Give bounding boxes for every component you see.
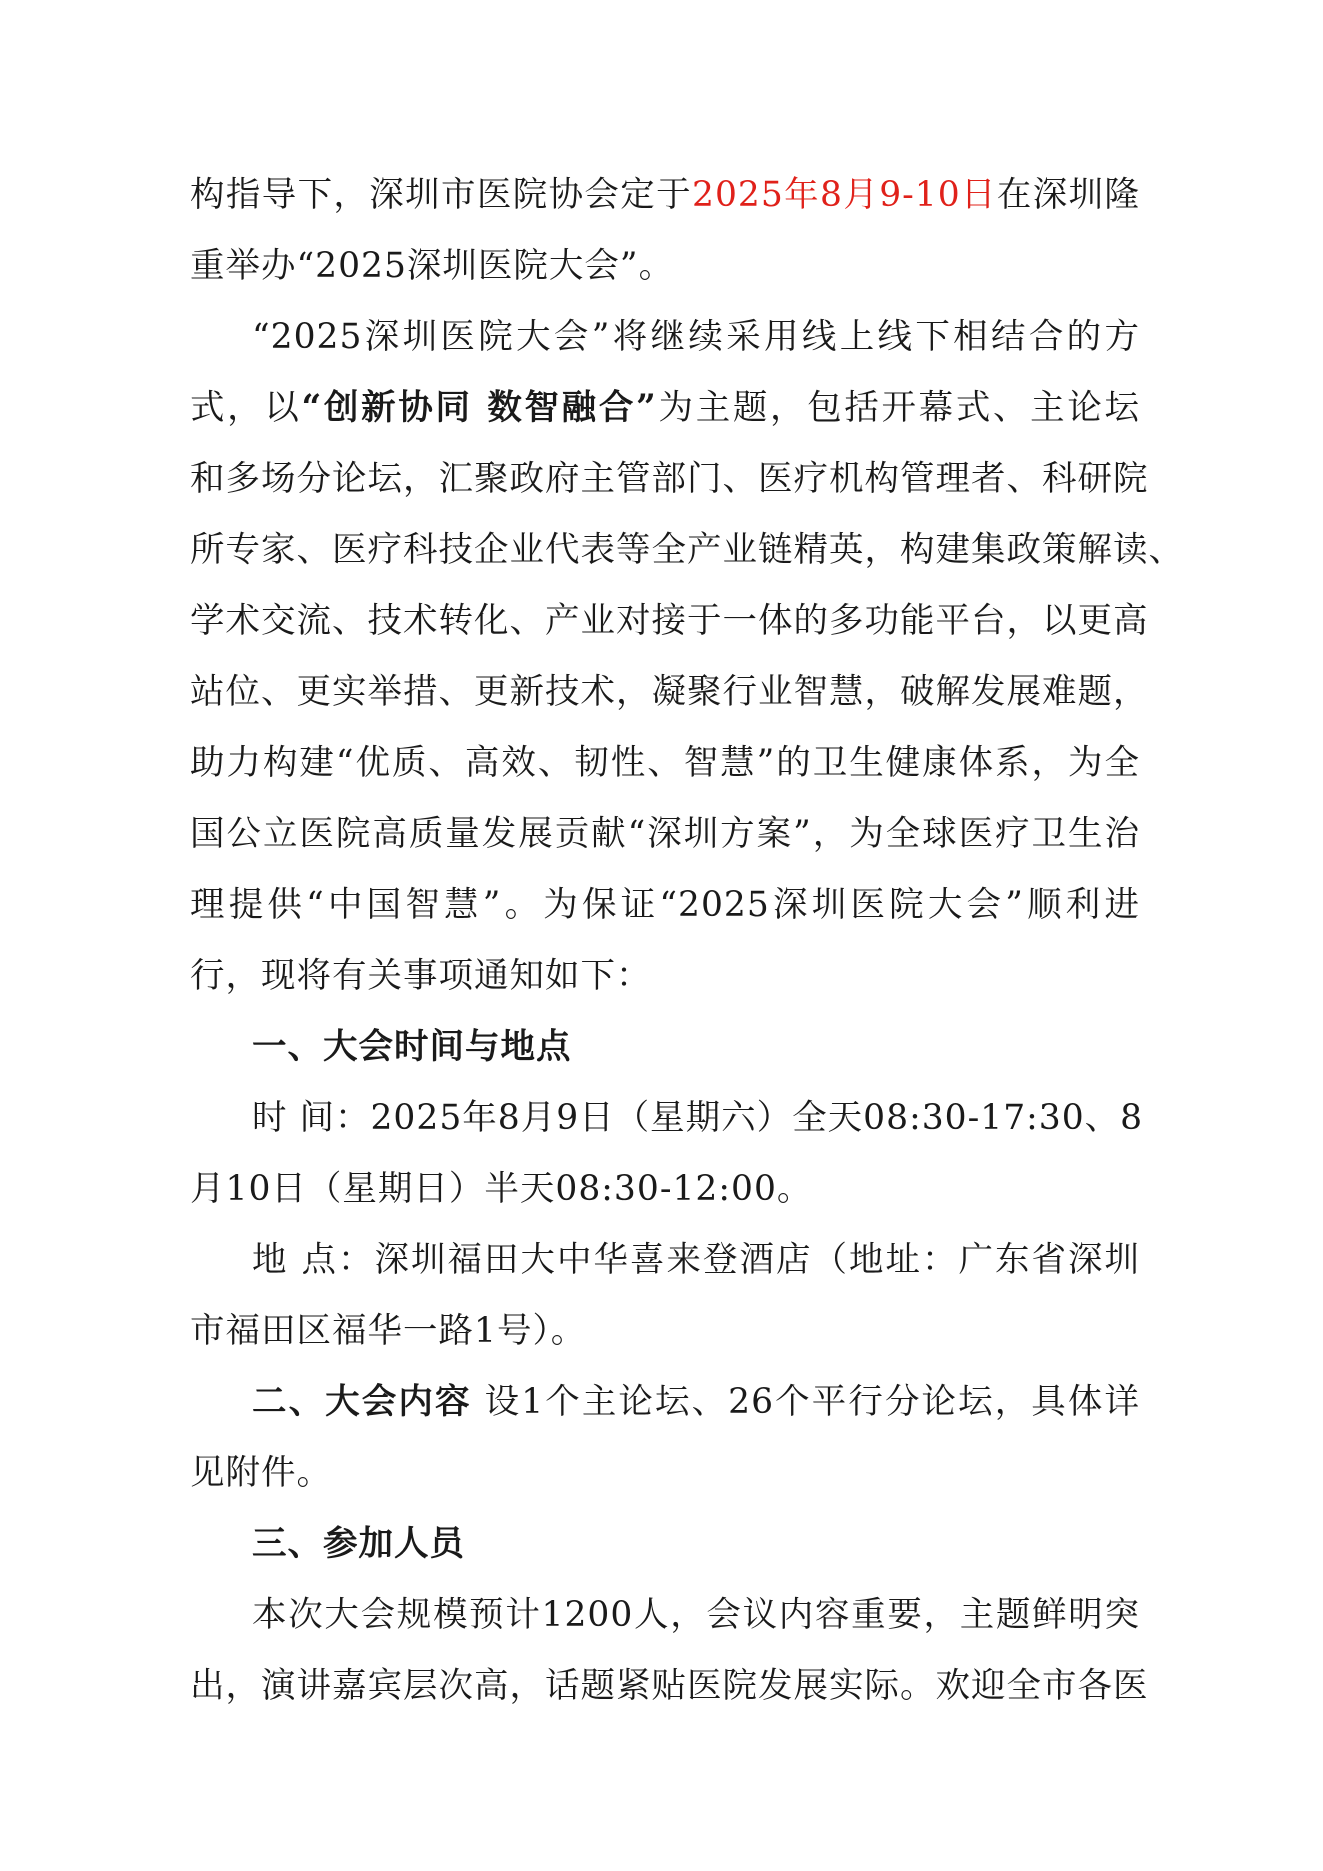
text-line-p2-l6 <box>190 657 1149 728</box>
text-line-p2-l1 <box>190 302 1140 373</box>
text-line-time-l2 <box>190 1154 1140 1225</box>
text-run: 和多场分论坛，汇聚政府主管部门、医疗机构管理者、科研院 <box>190 459 1149 499</box>
text-line-p2-l5 <box>190 586 1149 657</box>
text-run: 学术交流、技术转化、产业对接于一体的多功能平台，以更高 <box>190 601 1149 641</box>
bold-text: 一、大会时间与地点 <box>252 1027 572 1067</box>
highlighted-date: 2025年8月9-10日 <box>692 175 997 215</box>
text-line-p2-l10 <box>190 941 1140 1012</box>
text-run: 地 点：深圳福田大中华喜来登酒店（地址：广东省深圳 <box>252 1240 1140 1280</box>
text-run: 见附件。 <box>190 1453 332 1493</box>
text-line-p1-l2 <box>190 231 1140 302</box>
text-run: 构指导下，深圳市医院协会定于 <box>190 175 693 215</box>
text-line-p2-l7 <box>190 728 1140 799</box>
text-line-p2-l3 <box>190 444 1149 515</box>
text-run: 助力构建“优质、高效、韧性、智慧”的卫生健康体系，为全 <box>190 743 1140 783</box>
bold-text: 二、大会内容 <box>252 1382 472 1422</box>
text-line-place-l2 <box>190 1296 1140 1367</box>
document-page <box>190 160 1184 1722</box>
text-run: 所专家、医疗科技企业代表等全产业链精英，构建集政策解读、 <box>190 530 1184 570</box>
text-line-p3-l2 <box>190 1651 1149 1722</box>
text-run: 市福田区福华一路1号）。 <box>190 1311 587 1351</box>
text-run: 重举办“2025深圳医院大会”。 <box>190 246 675 286</box>
text-run: 本次大会规模预计1200人，会议内容重要，主题鲜明突 <box>252 1595 1140 1635</box>
text-run: 国公立医院高质量发展贡献“深圳方案”，为全球医疗卫生治 <box>190 814 1140 854</box>
text-line-p3-l1 <box>190 1580 1140 1651</box>
text-run: “2025深圳医院大会”将继续采用线上线下相结合的方 <box>252 317 1140 357</box>
text-run: 设1个主论坛、26个平行分论坛，具体详 <box>471 1382 1140 1422</box>
bold-text: “创新协同 数智融合” <box>301 388 657 428</box>
text-run: 时 间：2025年8月9日（星期六）全天08:30-17:30、8 <box>252 1098 1144 1138</box>
text-run: 式，以 <box>190 388 302 428</box>
text-line-p2-l8 <box>190 799 1140 870</box>
bold-text: 三、参加人员 <box>252 1524 465 1564</box>
text-run: 在深圳隆 <box>996 175 1140 215</box>
text-line-p2-l9 <box>190 870 1140 941</box>
text-line-h3 <box>190 1509 1140 1580</box>
text-line-h1 <box>190 1012 1140 1083</box>
text-line-place-l1 <box>190 1225 1140 1296</box>
text-line-time-l1 <box>190 1083 1144 1154</box>
text-run: 行，现将有关事项通知如下： <box>190 956 652 996</box>
text-line-p2-l4 <box>190 515 1184 586</box>
text-line-p1-l1 <box>190 160 1140 231</box>
text-line-p2-l2 <box>190 373 1140 444</box>
text-run: 出，演讲嘉宾层次高，话题紧贴医院发展实际。欢迎全市各医 <box>190 1666 1149 1706</box>
text-line-h2-l2 <box>190 1438 1140 1509</box>
text-line-h2-l1 <box>190 1367 1140 1438</box>
text-run: 为主题，包括开幕式、主论坛 <box>656 388 1141 428</box>
text-run: 理提供“中国智慧”。为保证“2025深圳医院大会”顺利进 <box>190 885 1140 925</box>
text-run: 站位、更实举措、更新技术，凝聚行业智慧，破解发展难题， <box>190 672 1149 712</box>
text-run: 月10日（星期日）半天08:30-12:00。 <box>190 1169 813 1209</box>
